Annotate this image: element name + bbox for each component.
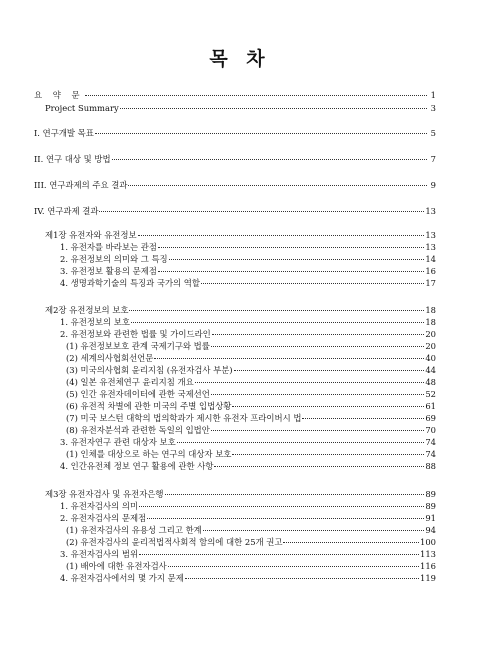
toc-entry-page: 1: [430, 90, 436, 100]
toc-chapter[interactable]: [0, 230, 436, 240]
toc-entry[interactable]: [0, 90, 436, 100]
toc-entry-label: (3) 미국의사협회 윤리지침 (유전자검사 부분): [66, 365, 233, 375]
leader-dots: [177, 441, 425, 443]
toc-entry-label: (1) 배아에 대한 유전자검사: [66, 561, 167, 571]
toc-entry[interactable]: [0, 266, 436, 276]
toc-entry[interactable]: [0, 377, 436, 387]
toc-entry-page: 116: [420, 561, 436, 571]
toc-entry-label: (1) 유전정보보호 관계 국제기구와 법률: [66, 341, 210, 351]
toc-entry-page: 5: [430, 128, 436, 138]
toc-entry[interactable]: [0, 513, 436, 523]
toc-entry-label: (8) 유전자분석과 관련한 독일의 입법안: [66, 425, 210, 435]
leader-dots: [139, 505, 424, 507]
leader-dots: [195, 381, 425, 383]
toc-entry-page: 91: [425, 513, 436, 523]
toc-entry[interactable]: [0, 365, 436, 375]
toc-entry[interactable]: [0, 461, 436, 471]
leader-dots: [169, 258, 425, 260]
toc-entry-label: I. 연구개발 목표: [34, 128, 94, 138]
toc-entry-label: 4. 유전자검사에서의 몇 가지 문제: [60, 573, 184, 583]
toc-entry-label: (1) 인체를 대상으로 하는 연구의 대상자 보호: [66, 449, 232, 459]
toc-entry[interactable]: [0, 242, 436, 252]
leader-dots: [154, 357, 424, 359]
toc-entry[interactable]: [0, 401, 436, 411]
toc-entry[interactable]: [0, 254, 436, 264]
toc-entry[interactable]: [0, 206, 436, 216]
toc-entry-label: (5) 인간 유전자데이터에 관한 국제선언: [66, 389, 210, 399]
toc-entry-page: 13: [425, 206, 436, 216]
toc-entry-label: 4. 인간유전체 정보 연구 활용에 관한 사항: [60, 461, 214, 471]
leader-dots: [158, 270, 424, 272]
toc-entry-label: (7) 미국 보스턴 대학의 법의학과가 제시한 유전자 프라이버시 법: [66, 413, 302, 423]
page-title: 목 차: [209, 48, 271, 70]
toc-entry-page: 17: [425, 278, 436, 288]
toc-entry-page: 18: [425, 305, 436, 315]
toc-entry-label: 1. 유전자를 바라보는 관점: [60, 242, 157, 252]
toc-entry[interactable]: [0, 128, 436, 138]
toc-entry[interactable]: [0, 537, 436, 547]
leader-dots: [302, 417, 424, 419]
toc-entry-page: 94: [425, 525, 436, 535]
toc-entry-label: 제1장 유전자와 유전정보: [45, 230, 137, 240]
toc-entry-label: IV. 연구과제 결과: [34, 206, 99, 216]
toc-chapter[interactable]: [0, 489, 436, 499]
toc-entry[interactable]: [0, 573, 436, 583]
toc-entry-label: 요 약 문: [34, 90, 84, 100]
toc-entry-page: 113: [420, 549, 436, 559]
toc-entry-page: 16: [425, 266, 436, 276]
toc-entry[interactable]: [0, 278, 436, 288]
toc-entry[interactable]: [0, 449, 436, 459]
toc-entry-label: III. 연구과제의 주요 결과: [34, 180, 128, 190]
toc-entry-label: Project Summary: [45, 103, 119, 113]
toc-entry-label: 제2장 유전정보의 보호: [45, 305, 129, 315]
toc-entry-page: 20: [425, 329, 436, 339]
leader-dots: [158, 246, 424, 248]
toc-entry[interactable]: [0, 561, 436, 571]
leader-dots: [232, 453, 424, 455]
leader-dots: [95, 132, 427, 134]
toc-entry-page: 52: [425, 389, 436, 399]
toc-entry[interactable]: [0, 425, 436, 435]
toc-entry[interactable]: [0, 154, 436, 164]
toc-entry-label: II. 연구 대상 및 방법: [34, 154, 111, 164]
leader-dots: [234, 369, 425, 371]
toc-entry-page: 14: [425, 254, 436, 264]
leader-dots: [129, 309, 424, 311]
toc-entry[interactable]: [0, 180, 436, 190]
toc-entry-page: 18: [425, 317, 436, 327]
leader-dots: [203, 529, 425, 531]
leader-dots: [147, 517, 424, 519]
leader-dots: [138, 234, 425, 236]
toc-entry-page: 40: [425, 353, 436, 363]
toc-entry-label: (6) 유전적 차별에 관한 미국의 주별 입법상황: [66, 401, 232, 411]
toc-entry-label: 3. 유전자검사의 범위: [60, 549, 139, 559]
toc-entry[interactable]: [0, 501, 436, 511]
toc-entry-page: 20: [425, 341, 436, 351]
leader-dots: [214, 465, 424, 467]
leader-dots: [168, 565, 419, 567]
toc-entry-page: 3: [430, 103, 436, 113]
toc-entry-page: 9: [430, 180, 436, 190]
toc-entry-page: 13: [425, 242, 436, 252]
toc-entry-label: 제3장 유전자검사 및 유전자은행: [45, 489, 164, 499]
toc-entry-page: 74: [425, 437, 436, 447]
toc-entry[interactable]: [0, 549, 436, 559]
leader-dots: [112, 158, 427, 160]
toc-entry[interactable]: [0, 437, 436, 447]
toc-entry[interactable]: [0, 353, 436, 363]
leader-dots: [211, 345, 424, 347]
toc-entry-label: 3. 유전정보 활용의 문제점: [60, 266, 157, 276]
leader-dots: [165, 493, 425, 495]
leader-dots: [211, 393, 424, 395]
toc-entry-label: 2. 유전자검사의 문제점: [60, 513, 147, 523]
toc-entry-page: 119: [420, 573, 436, 583]
toc-entry-page: 74: [425, 449, 436, 459]
toc-entry-label: 2. 유전정보의 의미와 그 특징: [60, 254, 168, 264]
toc-entry-page: 89: [425, 489, 436, 499]
toc-entry-label: (2) 세계의사협회선언문: [66, 353, 154, 363]
toc-entry-page: 61: [425, 401, 436, 411]
leader-dots: [99, 210, 424, 212]
toc-entry-label: 3. 유전자연구 관련 대상자 보호: [60, 437, 176, 447]
toc-entry[interactable]: [0, 389, 436, 399]
toc-entry-label: (1) 유전자검사의 유용성 그리고 한계: [66, 525, 202, 535]
leader-dots: [185, 577, 419, 579]
toc-entry-page: 48: [425, 377, 436, 387]
toc-entry-page: 70: [425, 425, 436, 435]
toc-entry-label: 2. 유전정보와 관련한 법률 및 가이드라인: [60, 329, 211, 339]
leader-dots: [283, 541, 419, 543]
toc-entry[interactable]: [0, 329, 436, 339]
leader-dots: [85, 94, 427, 96]
leader-dots: [212, 333, 425, 335]
toc-entry[interactable]: [0, 317, 436, 327]
toc-entry-label: (2) 유전자검사의 윤리적법적사회적 함의에 대한 25개 권고: [66, 537, 283, 547]
toc-entry-page: 88: [425, 461, 436, 471]
toc-entry-label: 4. 생명과학기술의 특징과 국가의 역할: [60, 278, 200, 288]
leader-dots: [201, 282, 424, 284]
leader-dots: [120, 107, 427, 109]
toc-entry-page: 13: [425, 230, 436, 240]
leader-dots: [232, 405, 424, 407]
toc-entry-label: 1. 유전정보의 보호: [60, 317, 130, 327]
toc-entry-page: 100: [420, 537, 436, 547]
toc-entry[interactable]: [0, 413, 436, 423]
toc-entry[interactable]: [0, 525, 436, 535]
toc-chapter[interactable]: [0, 305, 436, 315]
toc-entry[interactable]: [0, 341, 436, 351]
toc-entry-page: 7: [430, 154, 436, 164]
leader-dots: [139, 553, 419, 555]
leader-dots: [128, 184, 427, 186]
toc-entry-page: 44: [425, 365, 436, 375]
toc-entry-label: 1. 유전자검사의 의미: [60, 501, 139, 511]
toc-entry-page: 89: [425, 501, 436, 511]
toc-entry-page: 69: [425, 413, 436, 423]
leader-dots: [211, 429, 424, 431]
toc-entry[interactable]: [0, 103, 436, 113]
leader-dots: [131, 321, 424, 323]
toc-entry-label: (4) 일본 유전체연구 윤리지침 개요: [66, 377, 194, 387]
